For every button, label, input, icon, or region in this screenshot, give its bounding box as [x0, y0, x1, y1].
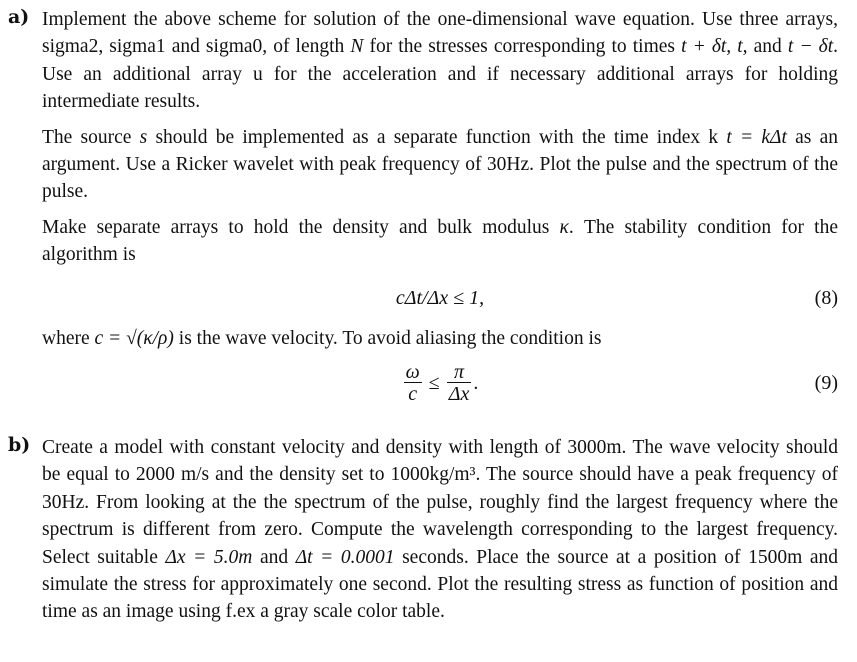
- part-a-body: [42, 6, 838, 414]
- fraction-numerator: ω: [405, 361, 420, 384]
- equation-9: [42, 356, 838, 414]
- fraction-numerator: π: [447, 362, 472, 383]
- part-a-paragraph-1: [42, 6, 838, 116]
- text-segment: Make separate arrays to hold the density and bulk modulus: [42, 216, 560, 238]
- period: .: [473, 372, 479, 395]
- fraction-pi-over-dx: [447, 362, 472, 405]
- text-segment: should be implemented as a separate function with the time index k: [147, 126, 727, 148]
- text-segment: as an argument. Use a Ricker wavelet with peak frequency of 30Hz. Plot the pulse and the spectrum of the pulse.: [42, 126, 838, 203]
- text-segment: where: [42, 327, 95, 349]
- equation-9-expression: [42, 362, 838, 405]
- text-segment: and: [252, 546, 296, 568]
- math-kappa: κ: [559, 216, 569, 238]
- math-t-equals-k-dt: t = kΔt: [726, 126, 787, 148]
- math-dx: Δx = 5.0m: [165, 546, 253, 568]
- part-a-paragraph-2: [42, 124, 838, 206]
- part-a-paragraph-4: [42, 325, 838, 352]
- text-segment: The source: [42, 126, 140, 148]
- text-segment: and: [747, 36, 788, 58]
- text-segment: . Use an additional array u for the acceleration and if necessary additional arrays for holding intermediate results.: [42, 36, 838, 113]
- part-a: [8, 6, 838, 414]
- math-N: N: [350, 36, 364, 58]
- less-equal-sign: ≤: [428, 372, 440, 395]
- text-segment: . The stability condition for the algorithm is: [42, 216, 838, 266]
- fraction-omega-over-c: [404, 362, 422, 405]
- part-b: [8, 434, 838, 626]
- math-times: t + δt, t,: [681, 36, 748, 58]
- math-dt: Δt = 0.0001: [295, 546, 395, 568]
- text-segment: for the stresses corresponding to times: [363, 36, 682, 58]
- fraction-denominator: Δx: [448, 383, 470, 406]
- equation-8-expression: cΔt/Δx ≤ 1,: [395, 286, 485, 309]
- part-a-label: a): [8, 6, 30, 28]
- part-b-paragraph: [42, 434, 838, 626]
- text-segment: Create a model with constant velocity and density with length of 3000m. The wave velocity should be equal to 2000 m/s and the density set to 1000kg/m³. The source should have a peak frequency of 30Hz. From looking at the the spectrum of the pulse, roughly find the largest frequency where the spectrum is different from zero. Compute the wavelength corresponding to the largest frequency. Select suitable: [42, 437, 838, 568]
- part-b-body: [42, 434, 838, 626]
- part-b-label: b): [8, 434, 31, 456]
- fraction-denominator: c: [408, 383, 418, 406]
- text-segment: is the wave velocity. To avoid aliasing the condition is: [173, 327, 602, 349]
- part-a-paragraph-3: [42, 214, 838, 269]
- math-t-minus-dt: t − δt: [787, 36, 834, 58]
- text-segment: seconds. Place the source at a position of 1500m and simulate the stress for approximately one second. Plot the resulting stress as function of position and time as an image using f.ex a gray scale color table.: [42, 546, 838, 623]
- math-s: s: [139, 126, 148, 148]
- equation-8: [42, 281, 838, 321]
- equation-9-number: (9): [814, 372, 838, 395]
- equation-8-number: (8): [814, 286, 838, 309]
- math-velocity-formula: c = √(κ/ρ): [94, 327, 174, 349]
- text-segment: Implement the above scheme for solution of the one-dimensional wave equation. Use three arrays, sigma2, sigma1 and sigma0, of length: [42, 9, 838, 58]
